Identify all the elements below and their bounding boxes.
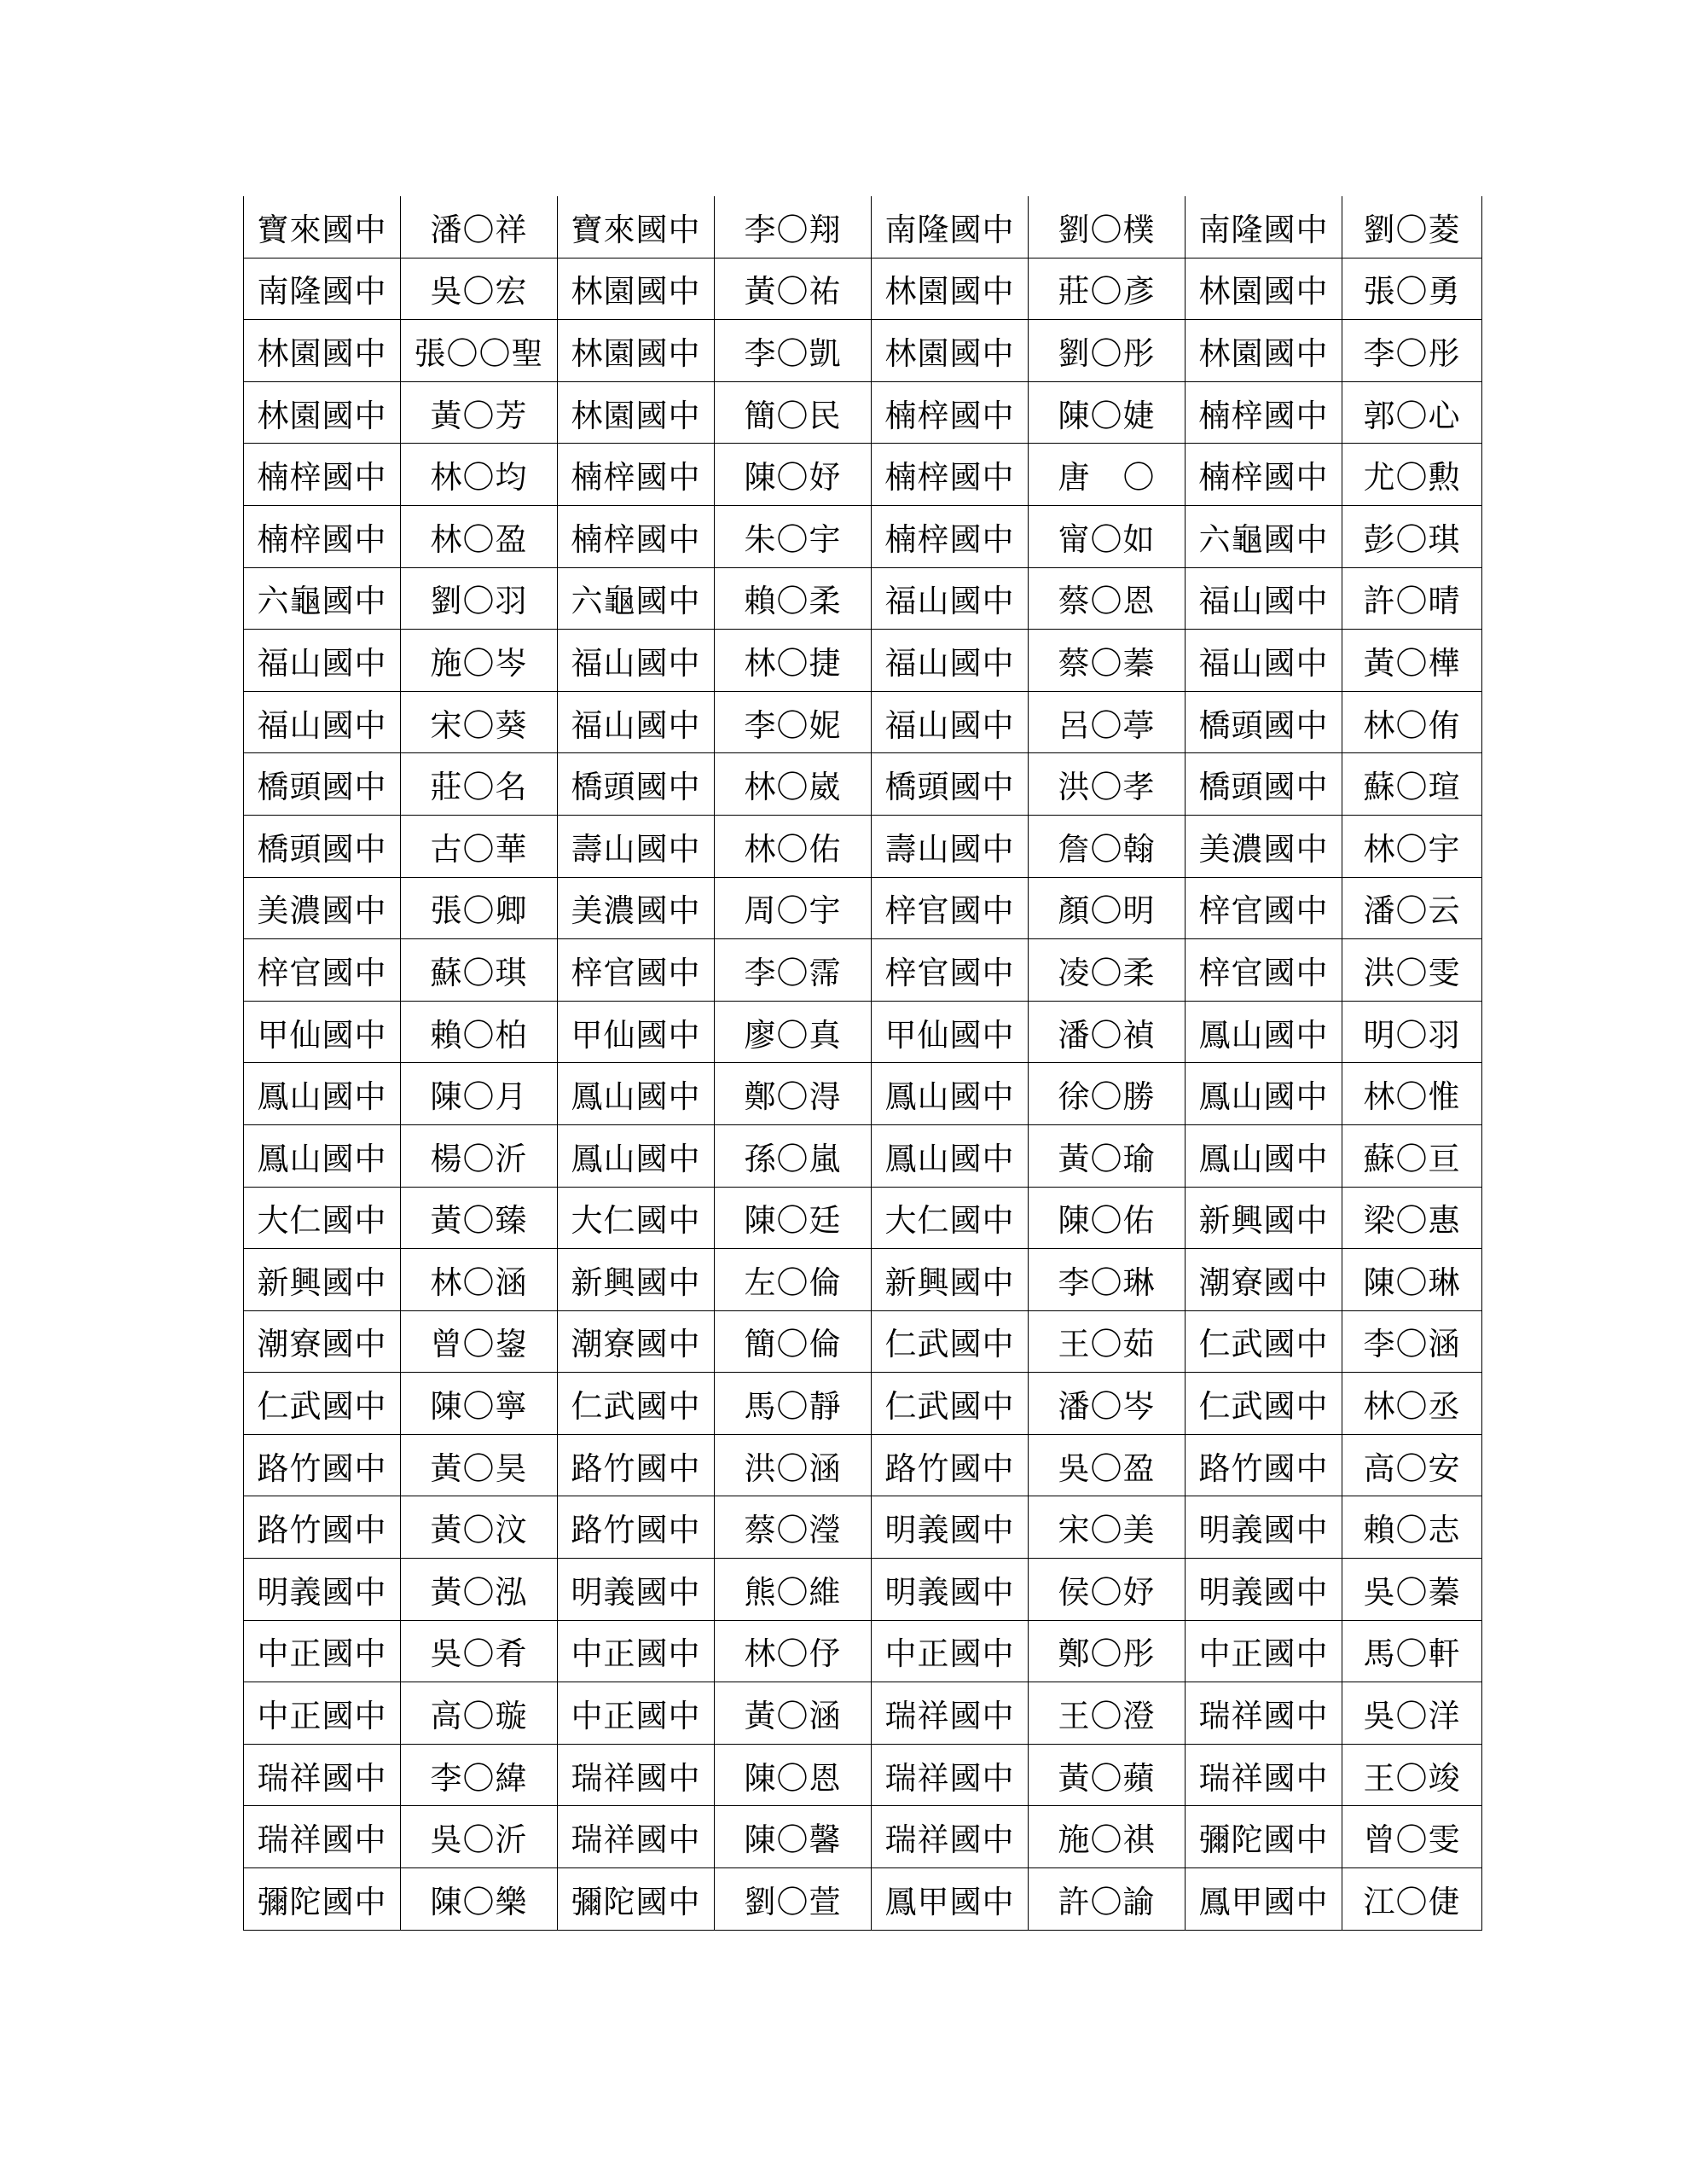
school-cell: 南隆國中 [244, 258, 401, 320]
student-name-cell: 林〇捷 [715, 630, 872, 692]
student-name-cell: 陳〇婕 [1029, 381, 1186, 444]
school-cell: 明義國中 [244, 1559, 401, 1621]
student-name-cell: 李〇霈 [715, 939, 872, 1002]
school-cell: 福山國中 [244, 691, 401, 753]
student-name-cell: 陳〇寧 [401, 1373, 558, 1435]
school-cell: 路竹國中 [244, 1434, 401, 1496]
school-cell: 林園國中 [558, 320, 715, 382]
school-cell: 楠梓國中 [558, 444, 715, 506]
school-cell: 林園國中 [244, 320, 401, 382]
table-row [244, 877, 1482, 939]
school-cell: 明義國中 [1186, 1496, 1342, 1559]
school-cell: 仁武國中 [244, 1373, 401, 1435]
school-cell: 潮寮國中 [558, 1310, 715, 1373]
table-row [244, 258, 1482, 320]
table-row [244, 1187, 1482, 1249]
student-name-cell: 宋〇美 [1029, 1496, 1186, 1559]
student-name-cell: 曾〇鋆 [401, 1310, 558, 1373]
student-name-cell: 張〇〇聖 [401, 320, 558, 382]
school-cell: 橋頭國中 [1186, 691, 1342, 753]
school-cell: 鳳山國中 [244, 1063, 401, 1125]
student-name-cell: 馬〇軒 [1342, 1620, 1482, 1682]
school-cell: 鳳甲國中 [872, 1868, 1029, 1931]
student-name-cell: 張〇勇 [1342, 258, 1482, 320]
school-cell: 福山國中 [1186, 567, 1342, 630]
school-cell: 彌陀國中 [558, 1868, 715, 1931]
student-name-cell: 蔡〇恩 [1029, 567, 1186, 630]
student-name-cell: 吳〇盈 [1029, 1434, 1186, 1496]
table-row [244, 1434, 1482, 1496]
student-name-cell: 陳〇恩 [715, 1744, 872, 1806]
student-name-cell: 黃〇蘋 [1029, 1744, 1186, 1806]
student-name-cell: 賴〇志 [1342, 1496, 1482, 1559]
school-cell: 路竹國中 [1186, 1434, 1342, 1496]
school-cell: 明義國中 [872, 1559, 1029, 1621]
student-name-cell: 凌〇柔 [1029, 939, 1186, 1002]
student-name-cell: 林〇涵 [401, 1249, 558, 1311]
school-cell: 中正國中 [244, 1682, 401, 1745]
school-cell: 中正國中 [872, 1620, 1029, 1682]
school-cell: 楠梓國中 [244, 444, 401, 506]
student-name-cell: 李〇緯 [401, 1744, 558, 1806]
school-cell: 林園國中 [558, 381, 715, 444]
student-name-cell: 李〇涵 [1342, 1310, 1482, 1373]
student-name-cell: 洪〇孝 [1029, 753, 1186, 816]
school-cell: 鳳山國中 [872, 1063, 1029, 1125]
school-cell: 美濃國中 [1186, 815, 1342, 877]
school-cell: 大仁國中 [872, 1187, 1029, 1249]
student-name-cell: 許〇諭 [1029, 1868, 1186, 1931]
school-cell: 南隆國中 [1186, 196, 1342, 258]
school-cell: 六龜國中 [1186, 505, 1342, 567]
school-cell: 南隆國中 [872, 196, 1029, 258]
table-row [244, 1373, 1482, 1435]
student-name-cell: 吳〇肴 [401, 1620, 558, 1682]
school-cell: 福山國中 [872, 567, 1029, 630]
school-cell: 楠梓國中 [1186, 444, 1342, 506]
school-cell: 楠梓國中 [244, 505, 401, 567]
table-row [244, 815, 1482, 877]
school-cell: 鳳山國中 [1186, 1124, 1342, 1187]
student-name-cell: 陳〇佑 [1029, 1187, 1186, 1249]
school-cell: 美濃國中 [558, 877, 715, 939]
student-name-cell: 黃〇芳 [401, 381, 558, 444]
student-name-cell: 周〇宇 [715, 877, 872, 939]
school-cell: 林園國中 [1186, 320, 1342, 382]
school-cell: 鳳甲國中 [1186, 1868, 1342, 1931]
school-cell: 梓官國中 [1186, 877, 1342, 939]
student-name-cell: 吳〇蓁 [1342, 1559, 1482, 1621]
student-name-cell: 李〇妮 [715, 691, 872, 753]
student-name-cell: 甯〇如 [1029, 505, 1186, 567]
student-name-cell: 黃〇樺 [1342, 630, 1482, 692]
student-name-cell: 李〇琳 [1029, 1249, 1186, 1311]
school-cell: 壽山國中 [558, 815, 715, 877]
student-name-cell: 徐〇勝 [1029, 1063, 1186, 1125]
school-cell: 六龜國中 [558, 567, 715, 630]
school-cell: 大仁國中 [244, 1187, 401, 1249]
school-cell: 大仁國中 [558, 1187, 715, 1249]
school-cell: 仁武國中 [1186, 1310, 1342, 1373]
school-cell: 福山國中 [558, 630, 715, 692]
school-cell: 楠梓國中 [872, 505, 1029, 567]
student-name-cell: 左〇倫 [715, 1249, 872, 1311]
table-row [244, 1310, 1482, 1373]
student-name-cell: 陳〇馨 [715, 1806, 872, 1868]
school-cell: 瑞祥國中 [558, 1744, 715, 1806]
school-cell: 路竹國中 [244, 1496, 401, 1559]
student-name-cell: 古〇華 [401, 815, 558, 877]
school-cell: 瑞祥國中 [872, 1806, 1029, 1868]
school-cell: 路竹國中 [558, 1434, 715, 1496]
student-name-cell: 黃〇臻 [401, 1187, 558, 1249]
student-name-cell: 王〇澄 [1029, 1682, 1186, 1745]
student-name-cell: 高〇璇 [401, 1682, 558, 1745]
student-name-cell: 林〇惟 [1342, 1063, 1482, 1125]
student-name-cell: 侯〇妤 [1029, 1559, 1186, 1621]
student-name-cell: 林〇宇 [1342, 815, 1482, 877]
school-cell: 甲仙國中 [558, 1001, 715, 1063]
student-name-cell: 廖〇真 [715, 1001, 872, 1063]
school-cell: 梓官國中 [872, 877, 1029, 939]
student-name-cell: 林〇盈 [401, 505, 558, 567]
school-cell: 瑞祥國中 [558, 1806, 715, 1868]
student-name-cell: 黃〇汶 [401, 1496, 558, 1559]
school-cell: 壽山國中 [872, 815, 1029, 877]
school-cell: 甲仙國中 [244, 1001, 401, 1063]
student-name-cell: 賴〇柏 [401, 1001, 558, 1063]
student-name-cell: 蘇〇琪 [401, 939, 558, 1002]
student-name-cell: 曾〇雯 [1342, 1806, 1482, 1868]
table-row [244, 320, 1482, 382]
student-name-cell: 潘〇祥 [401, 196, 558, 258]
table-row [244, 1001, 1482, 1063]
school-cell: 橋頭國中 [558, 753, 715, 816]
table-row [244, 444, 1482, 506]
student-name-cell: 蔡〇瀅 [715, 1496, 872, 1559]
school-cell: 新興國中 [872, 1249, 1029, 1311]
school-cell: 六龜國中 [244, 567, 401, 630]
student-name-cell: 熊〇維 [715, 1559, 872, 1621]
table-row [244, 1124, 1482, 1187]
student-name-cell: 洪〇涵 [715, 1434, 872, 1496]
student-name-cell: 蔡〇蓁 [1029, 630, 1186, 692]
school-cell: 林園國中 [1186, 258, 1342, 320]
school-cell: 林園國中 [558, 258, 715, 320]
school-cell: 路竹國中 [558, 1496, 715, 1559]
table-row [244, 1806, 1482, 1868]
school-cell: 新興國中 [244, 1249, 401, 1311]
student-name-cell: 鄭〇彤 [1029, 1620, 1186, 1682]
table-row [244, 630, 1482, 692]
school-cell: 路竹國中 [872, 1434, 1029, 1496]
school-cell: 彌陀國中 [244, 1868, 401, 1931]
school-cell: 林園國中 [244, 381, 401, 444]
school-cell: 瑞祥國中 [244, 1744, 401, 1806]
student-name-cell: 明〇羽 [1342, 1001, 1482, 1063]
school-cell: 仁武國中 [1186, 1373, 1342, 1435]
student-name-cell: 尤〇勲 [1342, 444, 1482, 506]
student-name-cell: 詹〇翰 [1029, 815, 1186, 877]
roster-table-body [244, 196, 1482, 1930]
student-name-cell: 吳〇洋 [1342, 1682, 1482, 1745]
student-name-cell: 陳〇樂 [401, 1868, 558, 1931]
student-name-cell: 蘇〇亘 [1342, 1124, 1482, 1187]
table-row [244, 567, 1482, 630]
student-name-cell: 梁〇惠 [1342, 1187, 1482, 1249]
student-name-cell: 林〇侑 [1342, 691, 1482, 753]
student-name-cell: 洪〇雯 [1342, 939, 1482, 1002]
table-row [244, 691, 1482, 753]
school-cell: 新興國中 [558, 1249, 715, 1311]
student-name-cell: 郭〇心 [1342, 381, 1482, 444]
school-cell: 橋頭國中 [872, 753, 1029, 816]
student-name-cell: 許〇晴 [1342, 567, 1482, 630]
school-cell: 橋頭國中 [244, 815, 401, 877]
school-cell: 楠梓國中 [1186, 381, 1342, 444]
student-name-cell: 劉〇萱 [715, 1868, 872, 1931]
student-name-cell: 莊〇彥 [1029, 258, 1186, 320]
table-row [244, 939, 1482, 1002]
school-cell: 潮寮國中 [244, 1310, 401, 1373]
student-name-cell: 潘〇岑 [1029, 1373, 1186, 1435]
table-row [244, 753, 1482, 816]
student-name-cell: 呂〇葶 [1029, 691, 1186, 753]
school-cell: 林園國中 [872, 320, 1029, 382]
school-cell: 楠梓國中 [872, 444, 1029, 506]
table-row [244, 1559, 1482, 1621]
school-cell: 橋頭國中 [244, 753, 401, 816]
table-row [244, 1063, 1482, 1125]
student-name-cell: 江〇倢 [1342, 1868, 1482, 1931]
school-cell: 橋頭國中 [1186, 753, 1342, 816]
student-name-cell: 黃〇瑜 [1029, 1124, 1186, 1187]
school-cell: 福山國中 [558, 691, 715, 753]
school-cell: 鳳山國中 [872, 1124, 1029, 1187]
student-name-cell: 潘〇禎 [1029, 1001, 1186, 1063]
student-name-cell: 孫〇嵐 [715, 1124, 872, 1187]
school-cell: 彌陀國中 [1186, 1806, 1342, 1868]
student-name-cell: 唐 〇 [1029, 444, 1186, 506]
roster-sheet [243, 196, 1482, 1931]
student-name-cell: 林〇丞 [1342, 1373, 1482, 1435]
school-cell: 瑞祥國中 [244, 1806, 401, 1868]
school-cell: 仁武國中 [558, 1373, 715, 1435]
student-name-cell: 賴〇柔 [715, 567, 872, 630]
school-cell: 甲仙國中 [872, 1001, 1029, 1063]
school-cell: 鳳山國中 [1186, 1063, 1342, 1125]
school-cell: 寶來國中 [558, 196, 715, 258]
school-cell: 瑞祥國中 [1186, 1744, 1342, 1806]
school-cell: 瑞祥國中 [872, 1744, 1029, 1806]
school-cell: 鳳山國中 [1186, 1001, 1342, 1063]
school-cell: 福山國中 [872, 630, 1029, 692]
student-name-cell: 李〇彤 [1342, 320, 1482, 382]
student-name-cell: 陳〇琳 [1342, 1249, 1482, 1311]
school-cell: 仁武國中 [872, 1310, 1029, 1373]
school-cell: 中正國中 [558, 1682, 715, 1745]
student-name-cell: 鄭〇淂 [715, 1063, 872, 1125]
school-cell: 鳳山國中 [244, 1124, 401, 1187]
table-row [244, 1744, 1482, 1806]
student-name-cell: 黃〇泓 [401, 1559, 558, 1621]
table-row [244, 1620, 1482, 1682]
student-name-cell: 陳〇月 [401, 1063, 558, 1125]
student-name-cell: 陳〇妤 [715, 444, 872, 506]
school-cell: 寶來國中 [244, 196, 401, 258]
school-cell: 美濃國中 [244, 877, 401, 939]
student-name-cell: 施〇祺 [1029, 1806, 1186, 1868]
student-name-cell: 陳〇廷 [715, 1187, 872, 1249]
student-name-cell: 劉〇彤 [1029, 320, 1186, 382]
table-row [244, 505, 1482, 567]
student-name-cell: 黃〇昊 [401, 1434, 558, 1496]
student-name-cell: 簡〇民 [715, 381, 872, 444]
student-name-cell: 劉〇樸 [1029, 196, 1186, 258]
school-cell: 福山國中 [244, 630, 401, 692]
school-cell: 中正國中 [244, 1620, 401, 1682]
student-name-cell: 黃〇涵 [715, 1682, 872, 1745]
school-cell: 中正國中 [558, 1620, 715, 1682]
school-cell: 楠梓國中 [558, 505, 715, 567]
student-name-cell: 李〇凱 [715, 320, 872, 382]
student-name-cell: 林〇均 [401, 444, 558, 506]
school-cell: 梓官國中 [244, 939, 401, 1002]
roster-table [243, 196, 1482, 1931]
student-name-cell: 林〇崴 [715, 753, 872, 816]
student-name-cell: 馬〇靜 [715, 1373, 872, 1435]
student-name-cell: 顏〇明 [1029, 877, 1186, 939]
school-cell: 梓官國中 [558, 939, 715, 1002]
student-name-cell: 簡〇倫 [715, 1310, 872, 1373]
student-name-cell: 高〇安 [1342, 1434, 1482, 1496]
school-cell: 明義國中 [558, 1559, 715, 1621]
student-name-cell: 吳〇沂 [401, 1806, 558, 1868]
student-name-cell: 劉〇羽 [401, 567, 558, 630]
school-cell: 新興國中 [1186, 1187, 1342, 1249]
table-row [244, 1868, 1482, 1931]
student-name-cell: 潘〇云 [1342, 877, 1482, 939]
school-cell: 林園國中 [872, 258, 1029, 320]
student-name-cell: 施〇岑 [401, 630, 558, 692]
student-name-cell: 朱〇宇 [715, 505, 872, 567]
school-cell: 明義國中 [1186, 1559, 1342, 1621]
school-cell: 瑞祥國中 [872, 1682, 1029, 1745]
school-cell: 楠梓國中 [872, 381, 1029, 444]
table-row [244, 1496, 1482, 1559]
student-name-cell: 林〇伃 [715, 1620, 872, 1682]
school-cell: 梓官國中 [872, 939, 1029, 1002]
table-row [244, 196, 1482, 258]
student-name-cell: 劉〇菱 [1342, 196, 1482, 258]
school-cell: 梓官國中 [1186, 939, 1342, 1002]
student-name-cell: 吳〇宏 [401, 258, 558, 320]
school-cell: 福山國中 [872, 691, 1029, 753]
student-name-cell: 李〇翔 [715, 196, 872, 258]
student-name-cell: 王〇茹 [1029, 1310, 1186, 1373]
student-name-cell: 楊〇沂 [401, 1124, 558, 1187]
student-name-cell: 蘇〇瑄 [1342, 753, 1482, 816]
table-row [244, 381, 1482, 444]
student-name-cell: 莊〇名 [401, 753, 558, 816]
school-cell: 鳳山國中 [558, 1124, 715, 1187]
student-name-cell: 王〇竣 [1342, 1744, 1482, 1806]
student-name-cell: 黃〇祐 [715, 258, 872, 320]
student-name-cell: 林〇佑 [715, 815, 872, 877]
school-cell: 鳳山國中 [558, 1063, 715, 1125]
school-cell: 仁武國中 [872, 1373, 1029, 1435]
school-cell: 潮寮國中 [1186, 1249, 1342, 1311]
student-name-cell: 彭〇琪 [1342, 505, 1482, 567]
school-cell: 瑞祥國中 [1186, 1682, 1342, 1745]
table-row [244, 1682, 1482, 1745]
student-name-cell: 張〇卿 [401, 877, 558, 939]
school-cell: 中正國中 [1186, 1620, 1342, 1682]
table-row [244, 1249, 1482, 1311]
student-name-cell: 宋〇葵 [401, 691, 558, 753]
school-cell: 福山國中 [1186, 630, 1342, 692]
school-cell: 明義國中 [872, 1496, 1029, 1559]
